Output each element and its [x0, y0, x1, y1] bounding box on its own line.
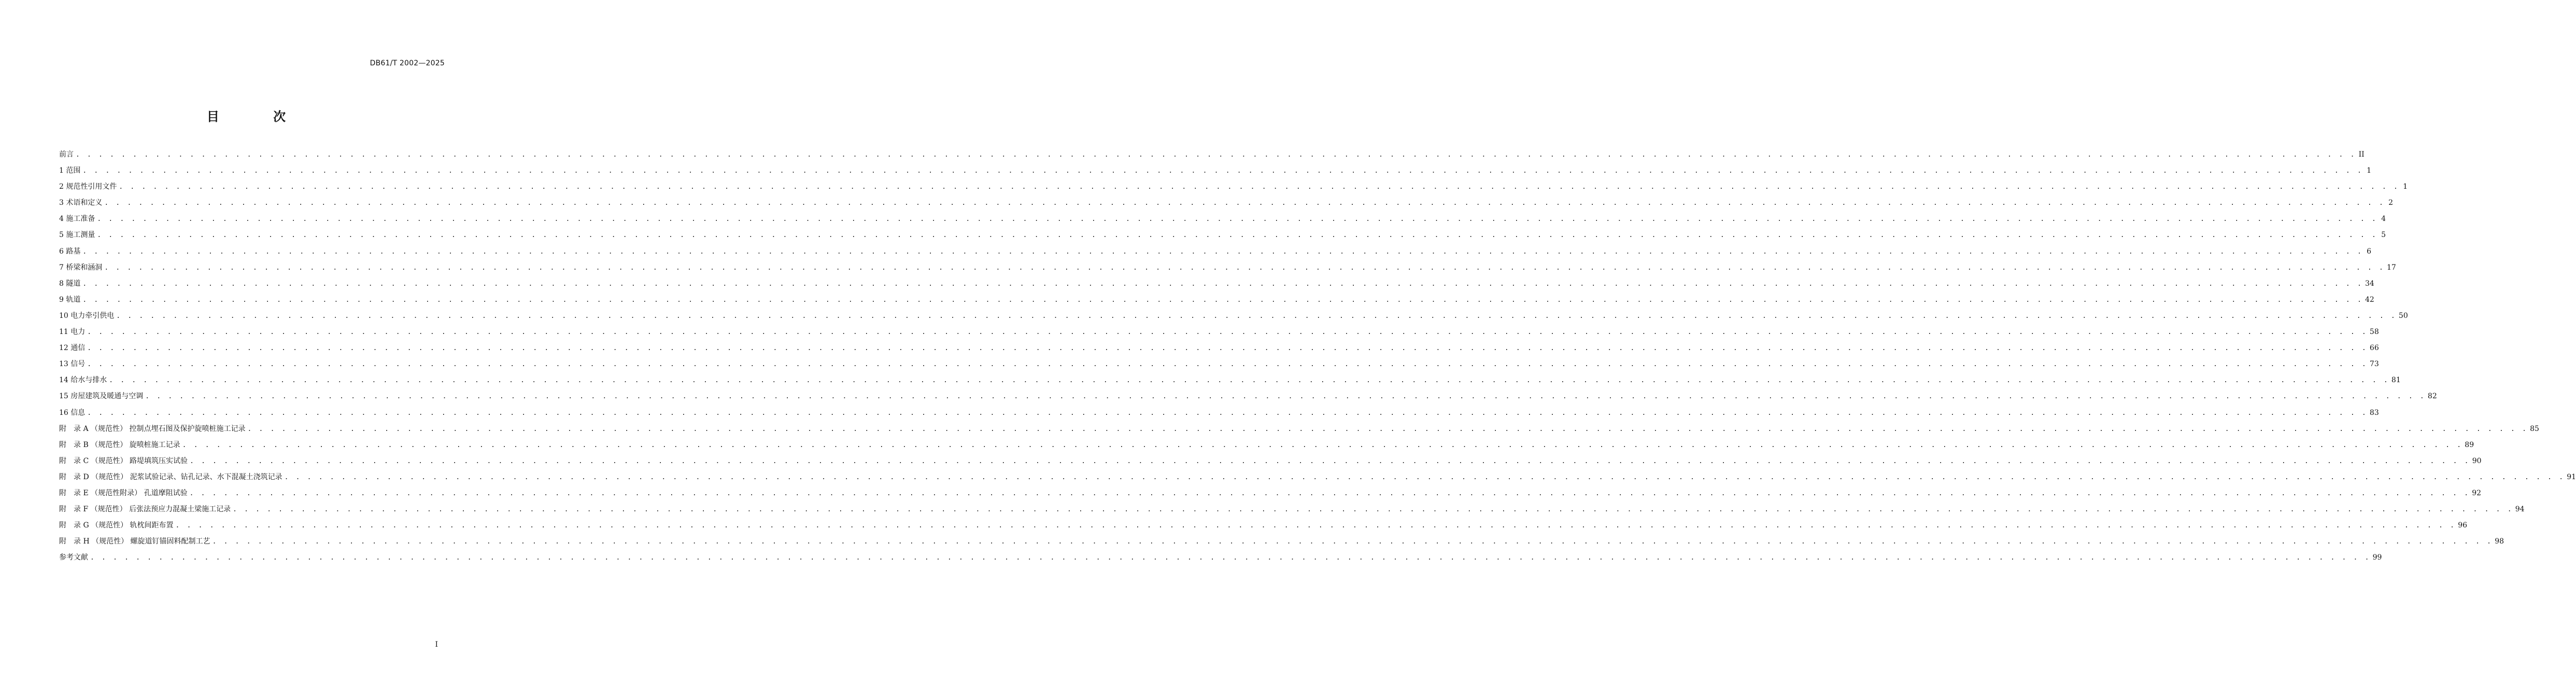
toc-entry[interactable] [59, 294, 2374, 310]
toc-dot-leader: . . . . . . . . . . . . . . . . . . . . . . . . . . . . . . . . . . . . . . . . . . . . . . . . . . . . . . . . . . . . . . . . . . . . . . . . . . . . . . . . . . . . . . . . . . . . . . . . . . . . . . . . . . . . . . . . . . . . . . . . . . . . . . . . . . . . . . . . . . . . . . . . . . . . . . . . . . . . . . . . . . . . . . . . . . . . . . . . . . . . . . . . . . . . . . . . . . . . . . . . [284, 473, 2565, 481]
toc-entry-page: 58 [2369, 328, 2379, 337]
toc-entry-page: 17 [2387, 263, 2396, 272]
toc-entry-page: II [2358, 150, 2365, 159]
toc-entry-page: 50 [2398, 311, 2408, 320]
toc-entry[interactable] [59, 245, 2371, 261]
toc-entry-label: 9 轨道 [59, 295, 81, 304]
toc-entry[interactable] [59, 423, 2539, 439]
toc-entry-label: 4 施工准备 [59, 215, 95, 224]
toc-entry[interactable] [59, 213, 2386, 229]
page-number: I [435, 640, 438, 649]
toc-entry-page: 98 [2495, 537, 2504, 546]
toc-dot-leader: . . . . . . . . . . . . . . . . . . . . . . . . . . . . . . . . . . . . . . . . . . . . . . . . . . . . . . . . . . . . . . . . . . . . . . . . . . . . . . . . . . . . . . . . . . . . . . . . . . . . . . . . . . . . . . . . . . . . . . . . . . . . . . . . . . . . . . . . . . . . . . . . . . . . . . . . . . . . . . . . . . . . . . . . . . . . . . . . . . . . . . . . . . . . . . . . . . . . . . . . [182, 441, 2463, 449]
toc-dot-leader: . . . . . . . . . . . . . . . . . . . . . . . . . . . . . . . . . . . . . . . . . . . . . . . . . . . . . . . . . . . . . . . . . . . . . . . . . . . . . . . . . . . . . . . . . . . . . . . . . . . . . . . . . . . . . . . . . . . . . . . . . . . . . . . . . . . . . . . . . . . . . . . . . . . . . . . . . . . . . . . . . . . . . . . . . . . . . . . . . . . . . . . . . . . . . . . . . . . . . . . . [189, 489, 2470, 497]
table-of-contents [59, 148, 2576, 567]
toc-entry[interactable] [59, 390, 2437, 406]
toc-entry[interactable] [59, 471, 2576, 487]
toc-entry-label: 附 录 D （规范性） 泥浆试验记录、钻孔记录、水下混凝土浇筑记录 [59, 472, 282, 481]
toc-entry-label: 附 录 A （规范性） 控制点埋石图及保护旋喷桩施工记录 [59, 424, 246, 433]
toc-dot-leader: . . . . . . . . . . . . . . . . . . . . . . . . . . . . . . . . . . . . . . . . . . . . . . . . . . . . . . . . . . . . . . . . . . . . . . . . . . . . . . . . . . . . . . . . . . . . . . . . . . . . . . . . . . . . . . . . . . . . . . . . . . . . . . . . . . . . . . . . . . . . . . . . . . . . . . . . . . . . . . . . . . . . . . . . . . . . . . . . . . . . . . . . . . . . . . . . . . . . . . . . [104, 263, 2385, 272]
toc-entry[interactable] [59, 551, 2382, 567]
standard-code: DB61/T 2002—2025 [370, 59, 445, 67]
toc-dot-leader: . . . . . . . . . . . . . . . . . . . . . . . . . . . . . . . . . . . . . . . . . . . . . . . . . . . . . . . . . . . . . . . . . . . . . . . . . . . . . . . . . . . . . . . . . . . . . . . . . . . . . . . . . . . . . . . . . . . . . . . . . . . . . . . . . . . . . . . . . . . . . . . . . . . . . . . . . . . . . . . . . . . . . . . . . . . . . . . . . . . . . . . . . . . . . . . . . . . . . . . . [82, 167, 2363, 175]
toc-entry-label: 15 房屋建筑及暖通与空调 [59, 392, 144, 401]
toc-dot-leader: . . . . . . . . . . . . . . . . . . . . . . . . . . . . . . . . . . . . . . . . . . . . . . . . . . . . . . . . . . . . . . . . . . . . . . . . . . . . . . . . . . . . . . . . . . . . . . . . . . . . . . . . . . . . . . . . . . . . . . . . . . . . . . . . . . . . . . . . . . . . . . . . . . . . . . . . . . . . . . . . . . . . . . . . . . . . . . . . . . . . . . . . . . . . . . . . . . . . . . . . [119, 183, 2399, 191]
toc-entry-page: 1 [2403, 183, 2408, 191]
toc-entry-label: 8 隧道 [59, 279, 81, 288]
toc-entry-label: 附 录 H （规范性） 螺旋道钉锚固料配制工艺 [59, 537, 210, 546]
toc-entry-page: 89 [2465, 440, 2474, 449]
toc-entry-page: 90 [2472, 456, 2482, 465]
toc-entry-page: 42 [2365, 295, 2374, 304]
toc-entry-label: 7 桥梁和涵洞 [59, 263, 103, 272]
toc-entry[interactable] [59, 503, 2525, 519]
toc-dot-leader: . . . . . . . . . . . . . . . . . . . . . . . . . . . . . . . . . . . . . . . . . . . . . . . . . . . . . . . . . . . . . . . . . . . . . . . . . . . . . . . . . . . . . . . . . . . . . . . . . . . . . . . . . . . . . . . . . . . . . . . . . . . . . . . . . . . . . . . . . . . . . . . . . . . . . . . . . . . . . . . . . . . . . . . . . . . . . . . . . . . . . . . . . . . . . . . . . . . . . . . . [175, 522, 2456, 530]
toc-entry-page: 73 [2369, 360, 2379, 369]
toc-entry[interactable] [59, 180, 2408, 197]
toc-entry-label: 2 规范性引用文件 [59, 183, 117, 191]
toc-entry-page: 6 [2367, 247, 2371, 256]
toc-entry[interactable] [59, 358, 2379, 374]
toc-entry-label: 5 施工测量 [59, 231, 95, 240]
toc-entry-page: 91 [2567, 472, 2576, 481]
toc-entry-page: 81 [2391, 376, 2401, 385]
toc-entry-label: 附 录 G （规范性） 轨枕间距布置 [59, 521, 174, 530]
toc-entry[interactable] [59, 326, 2379, 342]
toc-entry-label: 附 录 F （规范性） 后张法预应力混凝土梁施工记录 [59, 505, 231, 514]
toc-entry-page: 5 [2381, 231, 2386, 240]
toc-dot-leader: . . . . . . . . . . . . . . . . . . . . . . . . . . . . . . . . . . . . . . . . . . . . . . . . . . . . . . . . . . . . . . . . . . . . . . . . . . . . . . . . . . . . . . . . . . . . . . . . . . . . . . . . . . . . . . . . . . . . . . . . . . . . . . . . . . . . . . . . . . . . . . . . . . . . . . . . . . . . . . . . . . . . . . . . . . . . . . . . . . . . . . . . . . . . . . . . . . . . . . . . [82, 247, 2363, 256]
toc-entry[interactable] [59, 164, 2371, 180]
toc-entry[interactable] [59, 519, 2468, 535]
toc-dot-leader: . . . . . . . . . . . . . . . . . . . . . . . . . . . . . . . . . . . . . . . . . . . . . . . . . . . . . . . . . . . . . . . . . . . . . . . . . . . . . . . . . . . . . . . . . . . . . . . . . . . . . . . . . . . . . . . . . . . . . . . . . . . . . . . . . . . . . . . . . . . . . . . . . . . . . . . . . . . . . . . . . . . . . . . . . . . . . . . . . . . . . . . . . . . . . . . . . . . . . . . . [247, 425, 2528, 433]
toc-entry-label: 1 范围 [59, 166, 81, 175]
toc-entry-label: 前言 [59, 150, 74, 159]
toc-dot-leader: . . . . . . . . . . . . . . . . . . . . . . . . . . . . . . . . . . . . . . . . . . . . . . . . . . . . . . . . . . . . . . . . . . . . . . . . . . . . . . . . . . . . . . . . . . . . . . . . . . . . . . . . . . . . . . . . . . . . . . . . . . . . . . . . . . . . . . . . . . . . . . . . . . . . . . . . . . . . . . . . . . . . . . . . . . . . . . . . . . . . . . . . . . . . . . . . . . . . . . . . [87, 344, 2368, 353]
toc-dot-leader: . . . . . . . . . . . . . . . . . . . . . . . . . . . . . . . . . . . . . . . . . . . . . . . . . . . . . . . . . . . . . . . . . . . . . . . . . . . . . . . . . . . . . . . . . . . . . . . . . . . . . . . . . . . . . . . . . . . . . . . . . . . . . . . . . . . . . . . . . . . . . . . . . . . . . . . . . . . . . . . . . . . . . . . . . . . . . . . . . . . . . . . . . . . . . . . . . . . . . . . . [104, 199, 2385, 207]
toc-dot-leader: . . . . . . . . . . . . . . . . . . . . . . . . . . . . . . . . . . . . . . . . . . . . . . . . . . . . . . . . . . . . . . . . . . . . . . . . . . . . . . . . . . . . . . . . . . . . . . . . . . . . . . . . . . . . . . . . . . . . . . . . . . . . . . . . . . . . . . . . . . . . . . . . . . . . . . . . . . . . . . . . . . . . . . . . . . . . . . . . . . . . . . . . . . . . . . . . . . . . . . . . [90, 554, 2371, 562]
toc-dot-leader: . . . . . . . . . . . . . . . . . . . . . . . . . . . . . . . . . . . . . . . . . . . . . . . . . . . . . . . . . . . . . . . . . . . . . . . . . . . . . . . . . . . . . . . . . . . . . . . . . . . . . . . . . . . . . . . . . . . . . . . . . . . . . . . . . . . . . . . . . . . . . . . . . . . . . . . . . . . . . . . . . . . . . . . . . . . . . . . . . . . . . . . . . . . . . . . . . . . . . . . . [109, 377, 2389, 385]
toc-dot-leader: . . . . . . . . . . . . . . . . . . . . . . . . . . . . . . . . . . . . . . . . . . . . . . . . . . . . . . . . . . . . . . . . . . . . . . . . . . . . . . . . . . . . . . . . . . . . . . . . . . . . . . . . . . . . . . . . . . . . . . . . . . . . . . . . . . . . . . . . . . . . . . . . . . . . . . . . . . . . . . . . . . . . . . . . . . . . . . . . . . . . . . . . . . . . . . . . . . . . . . . . [87, 328, 2368, 337]
toc-entry-label: 附 录 B （规范性） 旋喷桩施工记录 [59, 440, 180, 449]
toc-entry[interactable] [59, 310, 2408, 326]
toc-dot-leader: . . . . . . . . . . . . . . . . . . . . . . . . . . . . . . . . . . . . . . . . . . . . . . . . . . . . . . . . . . . . . . . . . . . . . . . . . . . . . . . . . . . . . . . . . . . . . . . . . . . . . . . . . . . . . . . . . . . . . . . . . . . . . . . . . . . . . . . . . . . . . . . . . . . . . . . . . . . . . . . . . . . . . . . . . . . . . . . . . . . . . . . . . . . . . . . . . . . . . . . . [97, 231, 2377, 240]
toc-entry-label: 10 电力牵引供电 [59, 311, 115, 320]
toc-dot-leader: . . . . . . . . . . . . . . . . . . . . . . . . . . . . . . . . . . . . . . . . . . . . . . . . . . . . . . . . . . . . . . . . . . . . . . . . . . . . . . . . . . . . . . . . . . . . . . . . . . . . . . . . . . . . . . . . . . . . . . . . . . . . . . . . . . . . . . . . . . . . . . . . . . . . . . . . . . . . . . . . . . . . . . . . . . . . . . . . . . . . . . . . . . . . . . . . . . . . . . . . [82, 296, 2363, 304]
toc-entry[interactable] [59, 342, 2379, 358]
toc-entry[interactable] [59, 277, 2374, 294]
toc-entry[interactable] [59, 535, 2504, 551]
toc-entry-page: 83 [2369, 408, 2379, 417]
toc-entry-page: 85 [2530, 424, 2539, 433]
toc-dot-leader: . . . . . . . . . . . . . . . . . . . . . . . . . . . . . . . . . . . . . . . . . . . . . . . . . . . . . . . . . . . . . . . . . . . . . . . . . . . . . . . . . . . . . . . . . . . . . . . . . . . . . . . . . . . . . . . . . . . . . . . . . . . . . . . . . . . . . . . . . . . . . . . . . . . . . . . . . . . . . . . . . . . . . . . . . . . . . . . . . . . . . . . . . . . . . . . . . . . . . . . . [82, 280, 2363, 288]
toc-entry-label: 14 给水与排水 [59, 376, 107, 385]
toc-dot-leader: . . . . . . . . . . . . . . . . . . . . . . . . . . . . . . . . . . . . . . . . . . . . . . . . . . . . . . . . . . . . . . . . . . . . . . . . . . . . . . . . . . . . . . . . . . . . . . . . . . . . . . . . . . . . . . . . . . . . . . . . . . . . . . . . . . . . . . . . . . . . . . . . . . . . . . . . . . . . . . . . . . . . . . . . . . . . . . . . . . . . . . . . . . . . . . . . . . . . . . . . [97, 215, 2377, 224]
toc-entry[interactable] [59, 439, 2474, 455]
toc-entry-label: 11 电力 [59, 328, 86, 337]
toc-entry-label: 6 路基 [59, 247, 81, 256]
toc-entry[interactable] [59, 407, 2379, 423]
toc-entry[interactable] [59, 261, 2396, 277]
toc-entry-page: 82 [2427, 392, 2437, 401]
toc-entry-page: 92 [2472, 489, 2482, 497]
toc-entry-label: 参考文献 [59, 553, 88, 562]
toc-entry-page: 99 [2372, 553, 2382, 562]
toc-entry-page: 4 [2381, 215, 2386, 224]
toc-entry-label: 附 录 C （规范性） 路堤填筑压实试验 [59, 456, 188, 465]
toc-dot-leader: . . . . . . . . . . . . . . . . . . . . . . . . . . . . . . . . . . . . . . . . . . . . . . . . . . . . . . . . . . . . . . . . . . . . . . . . . . . . . . . . . . . . . . . . . . . . . . . . . . . . . . . . . . . . . . . . . . . . . . . . . . . . . . . . . . . . . . . . . . . . . . . . . . . . . . . . . . . . . . . . . . . . . . . . . . . . . . . . . . . . . . . . . . . . . . . . . . . . . . . . [145, 393, 2426, 401]
toc-entry[interactable] [59, 197, 2393, 213]
toc-entry-label: 16 信息 [59, 408, 86, 417]
toc-entry[interactable] [59, 487, 2482, 503]
toc-entry-label: 附 录 E （规范性附录） 孔道摩阻试验 [59, 489, 188, 497]
toc-entry-page: 96 [2458, 521, 2468, 530]
toc-entry[interactable] [59, 229, 2386, 245]
toc-entry-page: 34 [2365, 279, 2374, 288]
toc-dot-leader: . . . . . . . . . . . . . . . . . . . . . . . . . . . . . . . . . . . . . . . . . . . . . . . . . . . . . . . . . . . . . . . . . . . . . . . . . . . . . . . . . . . . . . . . . . . . . . . . . . . . . . . . . . . . . . . . . . . . . . . . . . . . . . . . . . . . . . . . . . . . . . . . . . . . . . . . . . . . . . . . . . . . . . . . . . . . . . . . . . . . . . . . . . . . . . . . . . . . . . . . [233, 506, 2513, 514]
toc-entry-page: 1 [2367, 166, 2371, 175]
toc-entry-label: 13 信号 [59, 360, 86, 369]
toc-dot-leader: . . . . . . . . . . . . . . . . . . . . . . . . . . . . . . . . . . . . . . . . . . . . . . . . . . . . . . . . . . . . . . . . . . . . . . . . . . . . . . . . . . . . . . . . . . . . . . . . . . . . . . . . . . . . . . . . . . . . . . . . . . . . . . . . . . . . . . . . . . . . . . . . . . . . . . . . . . . . . . . . . . . . . . . . . . . . . . . . . . . . . . . . . . . . . . . . . . . . . . . . [116, 312, 2397, 320]
toc-dot-leader: . . . . . . . . . . . . . . . . . . . . . . . . . . . . . . . . . . . . . . . . . . . . . . . . . . . . . . . . . . . . . . . . . . . . . . . . . . . . . . . . . . . . . . . . . . . . . . . . . . . . . . . . . . . . . . . . . . . . . . . . . . . . . . . . . . . . . . . . . . . . . . . . . . . . . . . . . . . . . . . . . . . . . . . . . . . . . . . . . . . . . . . . . . . . . . . . . . . . . . . . [87, 360, 2368, 369]
toc-dot-leader: . . . . . . . . . . . . . . . . . . . . . . . . . . . . . . . . . . . . . . . . . . . . . . . . . . . . . . . . . . . . . . . . . . . . . . . . . . . . . . . . . . . . . . . . . . . . . . . . . . . . . . . . . . . . . . . . . . . . . . . . . . . . . . . . . . . . . . . . . . . . . . . . . . . . . . . . . . . . . . . . . . . . . . . . . . . . . . . . . . . . . . . . . . . . . . . . . . . . . . . . [87, 409, 2368, 417]
toc-entry[interactable] [59, 374, 2401, 390]
toc-entry-label: 3 术语和定义 [59, 199, 103, 207]
toc-entry-page: 94 [2515, 505, 2525, 514]
toc-entry-page: 2 [2388, 199, 2393, 207]
page-title: 目 次 [206, 109, 311, 124]
toc-entry-label: 12 通信 [59, 344, 86, 353]
toc-dot-leader: . . . . . . . . . . . . . . . . . . . . . . . . . . . . . . . . . . . . . . . . . . . . . . . . . . . . . . . . . . . . . . . . . . . . . . . . . . . . . . . . . . . . . . . . . . . . . . . . . . . . . . . . . . . . . . . . . . . . . . . . . . . . . . . . . . . . . . . . . . . . . . . . . . . . . . . . . . . . . . . . . . . . . . . . . . . . . . . . . . . . . . . . . . . . . . . . . . . . . . . . [76, 151, 2356, 159]
toc-dot-leader: . . . . . . . . . . . . . . . . . . . . . . . . . . . . . . . . . . . . . . . . . . . . . . . . . . . . . . . . . . . . . . . . . . . . . . . . . . . . . . . . . . . . . . . . . . . . . . . . . . . . . . . . . . . . . . . . . . . . . . . . . . . . . . . . . . . . . . . . . . . . . . . . . . . . . . . . . . . . . . . . . . . . . . . . . . . . . . . . . . . . . . . . . . . . . . . . . . . . . . . . [212, 538, 2493, 546]
toc-dot-leader: . . . . . . . . . . . . . . . . . . . . . . . . . . . . . . . . . . . . . . . . . . . . . . . . . . . . . . . . . . . . . . . . . . . . . . . . . . . . . . . . . . . . . . . . . . . . . . . . . . . . . . . . . . . . . . . . . . . . . . . . . . . . . . . . . . . . . . . . . . . . . . . . . . . . . . . . . . . . . . . . . . . . . . . . . . . . . . . . . . . . . . . . . . . . . . . . . . . . . . . . [190, 457, 2470, 465]
toc-entry[interactable] [59, 148, 2365, 164]
toc-entry-page: 66 [2369, 344, 2379, 353]
toc-entry[interactable] [59, 455, 2482, 471]
